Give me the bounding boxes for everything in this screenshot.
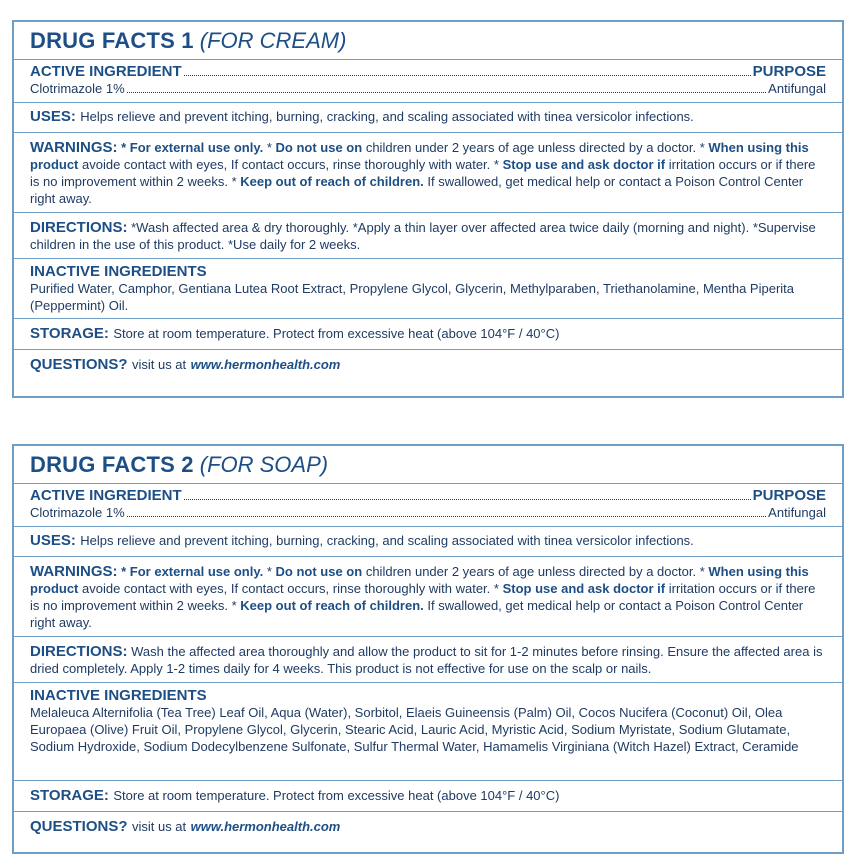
purpose-value: Antifungal (768, 505, 826, 520)
active-ingredient-value: Clotrimazole 1% (30, 81, 125, 96)
directions-label: DIRECTIONS: (30, 219, 128, 236)
warning-text: If swallowed, get medical help or contact a Poison Control Center right away. (30, 598, 804, 630)
warnings-section (14, 132, 842, 212)
warning-do-not-use: Do not use on (275, 140, 363, 155)
active-ingredient-label: ACTIVE INGREDIENT (30, 487, 182, 504)
warning-bullet: * (266, 564, 272, 579)
directions-section (14, 212, 842, 258)
warning-keep-out: Keep out of reach of children. (240, 174, 424, 189)
purpose-label: PURPOSE (752, 63, 826, 80)
purpose-label: PURPOSE (752, 487, 826, 504)
storage-text: Store at room temperature. Protect from excessive heat (above 104°F / 40°C) (113, 788, 560, 803)
active-value-line (30, 80, 826, 97)
storage-label: STORAGE: (30, 325, 109, 342)
inactive-ingredients-text: Melaleuca Alternifolia (Tea Tree) Leaf Oil, Aqua (Water), Sorbitol, Elaeis Guineensis (Palm) Oil, Cocos Nucifera (Coconut) Oil, Olea Europaea (Olive) Fruit Oil, Propylene Glycol, Glycerin, Stearic Acid, Lauric Acid, Myristic Acid, Sodium Myristate, Sodium Glutamate, Sodium Hydroxide, Sodium Dodecylbenzene Sulfonate, Sulfur Thermal Water, Hamamelis Virginiana (Witch Hazel) Extract, Ceramide (30, 705, 799, 754)
warning-text: If swallowed, get medical help or contact a Poison Control Center right away. (30, 174, 804, 206)
uses-text: Helps relieve and prevent itching, burning, cracking, and scaling associated with tinea versicolor infections. (80, 109, 694, 124)
warning-keep-out: Keep out of reach of children. (240, 598, 424, 613)
directions-text: *Wash affected area & dry thoroughly. *Apply a thin layer over affected area twice daily (morning and night). *Supervise children in the use of this product. *Use daily for 2 weeks. (30, 220, 816, 252)
warnings-label: WARNINGS: (30, 139, 118, 156)
warnings-label: WARNINGS: (30, 563, 118, 580)
inactive-ingredients-label: INACTIVE INGREDIENTS (30, 263, 207, 280)
warning-text: children under 2 years of age unless directed by a doctor. * (365, 140, 705, 155)
panel-subtitle: (FOR SOAP) (199, 451, 329, 477)
warning-text: children under 2 years of age unless directed by a doctor. * (365, 564, 705, 579)
storage-section (14, 318, 842, 349)
warning-text: irritation occurs or if there is no improvement within 2 weeks. * (30, 157, 816, 189)
questions-text: visit us at (131, 357, 187, 372)
questions-section (14, 349, 842, 379)
warning-external-use: * For external use only. (121, 564, 264, 579)
panel-title: DRUG FACTS 1 (30, 27, 194, 53)
inactive-ingredients-text: Purified Water, Camphor, Gentiana Lutea Root Extract, Propylene Glycol, Glycerin, Methylparaben, Triethanolamine, Mentha Piperita (Peppermint) Oil. (30, 281, 795, 313)
questions-section (14, 811, 842, 841)
storage-text: Store at room temperature. Protect from excessive heat (above 104°F / 40°C) (113, 326, 560, 341)
purpose-value: Antifungal (768, 81, 826, 96)
warning-external-use: * For external use only. (121, 140, 264, 155)
warning-stop-use: Stop use and ask doctor if (502, 157, 666, 172)
questions-text: visit us at (131, 819, 187, 834)
active-ingredient-line (30, 487, 826, 504)
panel-title-row (14, 446, 842, 483)
warning-bullet: * (266, 140, 272, 155)
panel-title-row (14, 22, 842, 59)
directions-section (14, 636, 842, 682)
warning-stop-use: Stop use and ask doctor if (502, 581, 666, 596)
website-link[interactable]: www.hermonhealth.com (190, 357, 341, 372)
questions-label: QUESTIONS? (30, 818, 128, 835)
dot-leader (184, 498, 751, 500)
active-ingredient-line (30, 63, 826, 80)
drug-facts-panel-1 (12, 20, 844, 398)
uses-label: USES: (30, 532, 76, 549)
uses-section (14, 526, 842, 556)
active-ingredient-section (14, 59, 842, 102)
active-value-line (30, 504, 826, 521)
dot-leader (127, 515, 767, 517)
storage-section (14, 780, 842, 811)
active-ingredient-section (14, 483, 842, 526)
website-link[interactable]: www.hermonhealth.com (190, 819, 341, 834)
dot-leader (127, 91, 767, 93)
warning-do-not-use: Do not use on (275, 564, 363, 579)
inactive-ingredients-section (14, 258, 842, 318)
uses-label: USES: (30, 108, 76, 125)
warning-when-using: When using this product (30, 564, 809, 596)
uses-text: Helps relieve and prevent itching, burning, cracking, and scaling associated with tinea versicolor infections. (80, 533, 694, 548)
panel-subtitle: (FOR CREAM) (199, 27, 347, 53)
active-ingredient-label: ACTIVE INGREDIENT (30, 63, 182, 80)
directions-label: DIRECTIONS: (30, 643, 128, 660)
warning-text: irritation occurs or if there is no improvement within 2 weeks. * (30, 581, 816, 613)
drug-facts-panel-2 (12, 444, 844, 854)
questions-label: QUESTIONS? (30, 356, 128, 373)
warning-text: avoide contact with eyes, If contact occurs, rinse thoroughly with water. * (82, 157, 499, 172)
inactive-ingredients-label: INACTIVE INGREDIENTS (30, 687, 207, 704)
active-ingredient-value: Clotrimazole 1% (30, 505, 125, 520)
storage-label: STORAGE: (30, 787, 109, 804)
dot-leader (184, 74, 751, 76)
directions-text: Wash the affected area thoroughly and allow the product to sit for 1-2 minutes before rinsing. Ensure the affected area is dried completely. Apply 1-2 times daily for 4 weeks. This product is not effective for use on the scalp or nails. (30, 644, 823, 676)
warnings-section (14, 556, 842, 636)
warning-text: avoide contact with eyes, If contact occurs, rinse thoroughly with water. * (82, 581, 499, 596)
uses-section (14, 102, 842, 132)
warning-when-using: When using this product (30, 140, 809, 172)
panel-title: DRUG FACTS 2 (30, 451, 194, 477)
inactive-ingredients-section (14, 682, 842, 780)
